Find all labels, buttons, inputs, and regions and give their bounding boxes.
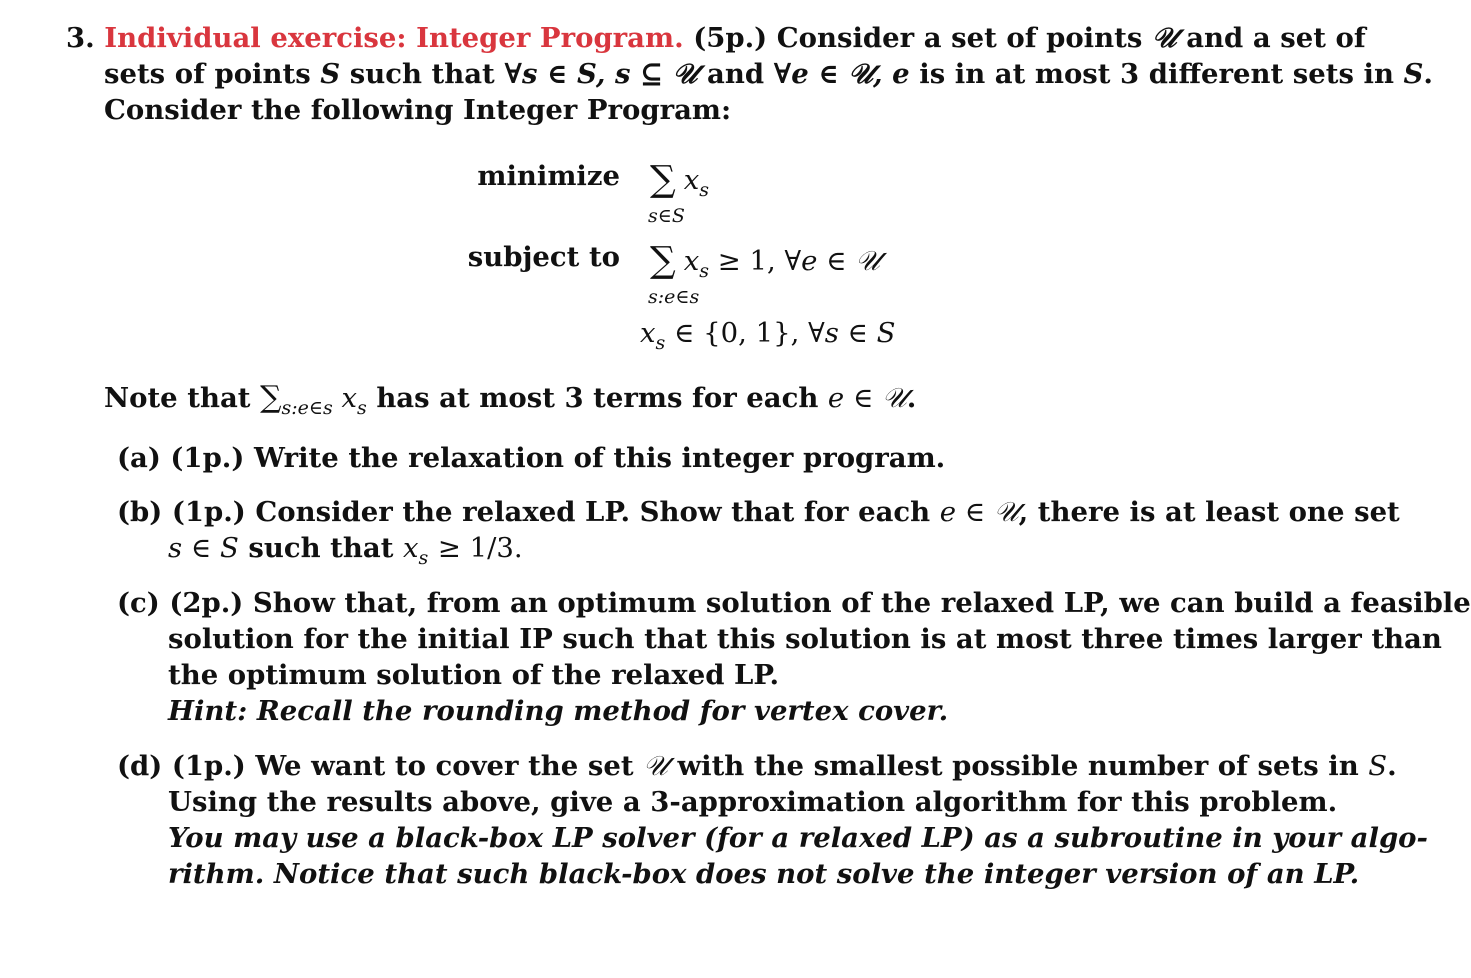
part-d-line-3: You may use a black-box LP solver (for a relaxed LP) as a subroutine in your algo- — [168, 822, 1428, 854]
note-line: Note that $\sum_{s:e\in s}$ $x_s$ has at most 3 terms for each e ∈ 𝒰. — [104, 380, 917, 419]
constraint-2-text: ∈ {0, 1}, ∀ — [674, 317, 825, 349]
problem-points: (5p.) — [693, 22, 768, 54]
part-d-text-1b: with the smallest possible number of sets in — [677, 750, 1359, 782]
intro-text-3: sets of points — [104, 58, 311, 90]
part-c-label: (c) — [117, 587, 160, 619]
part-c-line-3: the optimum solution of the relaxed LP. — [168, 659, 780, 691]
math-forall-s: ∀s ∈ S, s ⊆ 𝒰 — [504, 58, 698, 90]
part-c-points: (2p.) — [169, 587, 244, 619]
constraint-1-index: s:e∈s — [648, 286, 700, 308]
intro-text-2: and a set of — [1186, 22, 1366, 54]
part-c-line-2: solution for the initial IP such that this solution is at most three times larger than — [168, 623, 1442, 655]
part-b-text-3: such that — [248, 532, 394, 564]
note-sum-index: s:e∈s — [281, 397, 333, 419]
minimize-label: minimize — [477, 160, 620, 192]
part-b-line-1: (b) (1p.) Consider the relaxed LP. Show that for each e ∈ 𝒰, there is at least one set — [117, 496, 1400, 528]
note-prefix: Note that — [104, 382, 251, 414]
set-s-symbol: S — [320, 58, 341, 90]
part-b-frac: ≥ 1/3. — [437, 532, 523, 564]
part-d-label: (d) — [117, 750, 163, 782]
set-s-symbol-2: S — [1403, 58, 1424, 90]
intro-text-5: and — [707, 58, 765, 90]
note-middle: has at most 3 terms for each — [376, 382, 819, 414]
part-a-text: Write the relaxation of this integer program. — [253, 442, 946, 474]
part-d-text-1a: We want to cover the set — [255, 750, 634, 782]
part-c-line-1 — [117, 585, 1471, 621]
intro-text-4: such that — [349, 58, 495, 90]
intro-text-1: Consider a set of points — [776, 22, 1143, 54]
part-d-line-2: Using the results above, give a 3-approximation algorithm for this problem. — [168, 786, 1338, 818]
problem-title: Individual exercise: Integer Program. — [104, 22, 684, 54]
part-c-text-1: Show that, from an optimum solution of the relaxed LP, we can build a feasible — [252, 587, 1471, 619]
part-b-text-1: Consider the relaxed LP. Show that for each — [255, 496, 931, 528]
part-b-text-2: , there is at least one set — [1018, 496, 1400, 528]
part-d-points: (1p.) — [171, 750, 246, 782]
part-d-line-4: rithm. Notice that such black-box does not solve the integer version of an LP. — [168, 858, 1360, 890]
problem-line-3 — [104, 92, 731, 128]
constraint-1-rest: ≥ 1, ∀ — [708, 245, 802, 277]
part-a — [117, 440, 945, 476]
part-a-label: (a) — [117, 442, 161, 474]
problem-line-1 — [66, 20, 1366, 56]
part-b-line-2: s ∈ S such that $x_s \ge 1/3$. — [168, 532, 523, 569]
constraint-1: ∑ $x_s \ge 1$, ∀e ∈ 𝒰 — [650, 240, 880, 282]
math-forall-e: ∀e ∈ 𝒰, e — [773, 58, 910, 90]
objective-sum-index: s∈S — [648, 205, 685, 227]
part-b-label: (b) — [117, 496, 163, 528]
part-b-points: (1p.) — [171, 496, 246, 528]
constraint-2: $x_s$ ∈ {0, 1}, ∀s ∈ S — [640, 317, 896, 354]
intro-text-6: is in at most 3 different sets in — [919, 58, 1394, 90]
problem-number: 3. — [66, 22, 95, 54]
part-d-line-1: (d) (1p.) We want to cover the set 𝒰 with the smallest possible number of sets in S. — [117, 750, 1397, 782]
set-u-symbol: 𝒰 — [1151, 22, 1177, 54]
intro-text-7: Consider the following Integer Program: — [104, 94, 732, 126]
objective-sum: ∑ $x_s$ — [650, 159, 709, 201]
subject-to-label: subject to — [467, 241, 620, 273]
part-c-hint: Hint: Recall the rounding method for vertex cover. — [168, 695, 949, 727]
problem-line-2: sets of points S such that ∀s ∈ S, s ⊆ 𝒰 and ∀e ∈ 𝒰, e is in at most 3 different sets in S. — [104, 58, 1433, 90]
part-a-points: (1p.) — [170, 442, 245, 474]
